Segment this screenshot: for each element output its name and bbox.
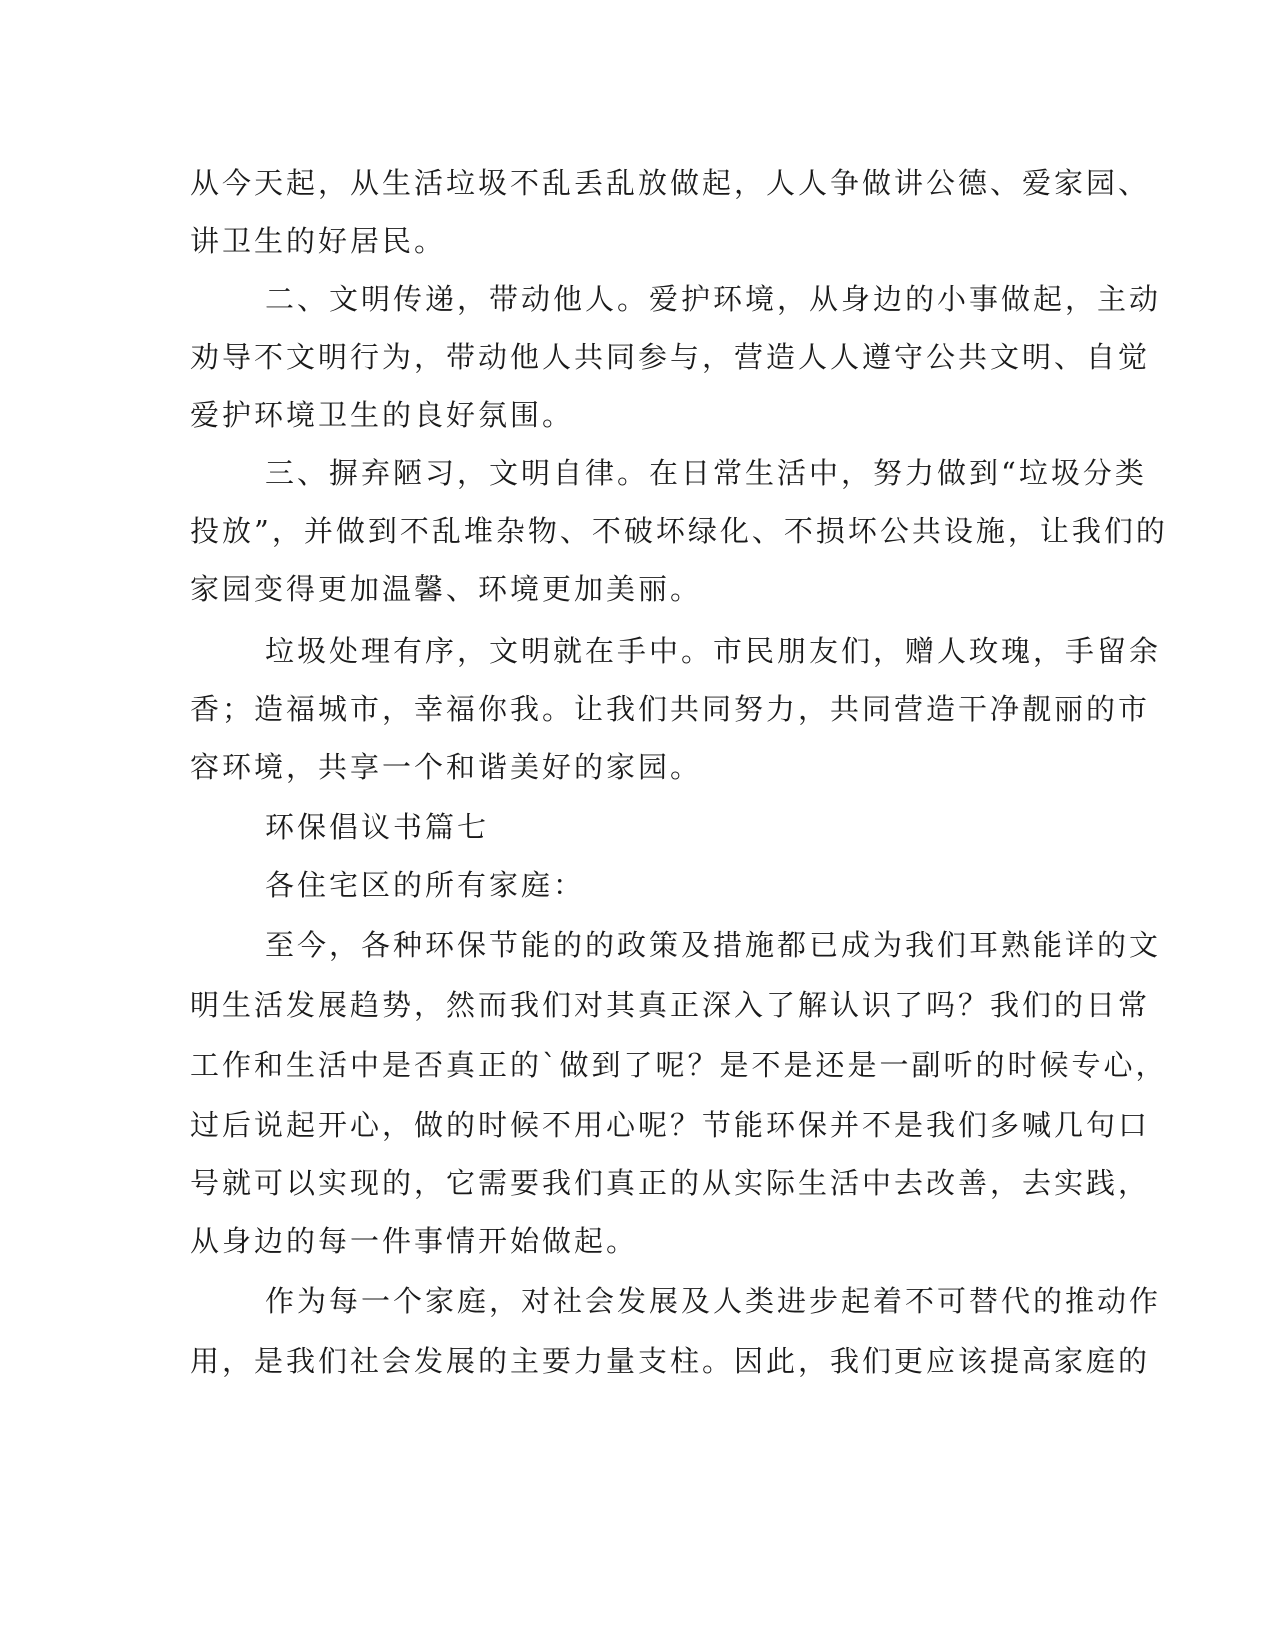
salutation: 各住宅区的所有家庭： [265, 868, 586, 902]
text-line-20: 作为每一个家庭，对社会发展及人类进步起着不可替代的推动作 [265, 1284, 1162, 1318]
text-line-3: 二、文明传递，带动他人。爱护环境，从身边的小事做起，主动 [265, 282, 1162, 316]
text-line-1: 从今天起，从生活垃圾不乱丢乱放做起，人人争做讲公德、爱家园、 [190, 166, 1151, 200]
text-line-5: 爱护环境卫生的良好氛围。 [190, 398, 575, 432]
text-line-2: 讲卫生的好居民。 [190, 224, 447, 258]
text-line-15: 明生活发展趋势，然而我们对其真正深入了解认识了吗？我们的日常 [190, 988, 1151, 1022]
text-line-11: 容环境，共享一个和谐美好的家园。 [190, 750, 703, 784]
text-line-18: 号就可以实现的，它需要我们真正的从实际生活中去改善，去实践， [190, 1166, 1151, 1200]
text-line-7: 投放”，并做到不乱堆杂物、不破坏绿化、不损坏公共设施，让我们的 [190, 514, 1168, 548]
text-line-8: 家园变得更加温馨、环境更加美丽。 [190, 572, 703, 606]
text-line-17: 过后说起开心，做的时候不用心呢？节能环保并不是我们多喊几句口 [190, 1108, 1151, 1142]
section-heading: 环保倡议书篇七 [265, 810, 490, 844]
text-line-21: 用，是我们社会发展的主要力量支柱。因此，我们更应该提高家庭的 [190, 1344, 1151, 1378]
text-line-19: 从身边的每一件事情开始做起。 [190, 1224, 639, 1258]
text-line-14: 至今，各种环保节能的的政策及措施都已成为我们耳熟能详的文 [265, 928, 1162, 962]
text-line-10: 香；造福城市，幸福你我。让我们共同努力，共同营造干净靓丽的市 [190, 692, 1151, 726]
text-line-9: 垃圾处理有序，文明就在手中。市民朋友们，赠人玫瑰，手留余 [265, 634, 1162, 668]
text-line-4: 劝导不文明行为，带动他人共同参与，营造人人遵守公共文明、自觉 [190, 340, 1151, 374]
text-line-6: 三、摒弃陋习，文明自律。在日常生活中，努力做到“垃圾分类 [265, 456, 1147, 490]
text-line-16: 工作和生活中是否真正的`做到了呢？是不是还是一副听的时候专心， [190, 1048, 1168, 1082]
